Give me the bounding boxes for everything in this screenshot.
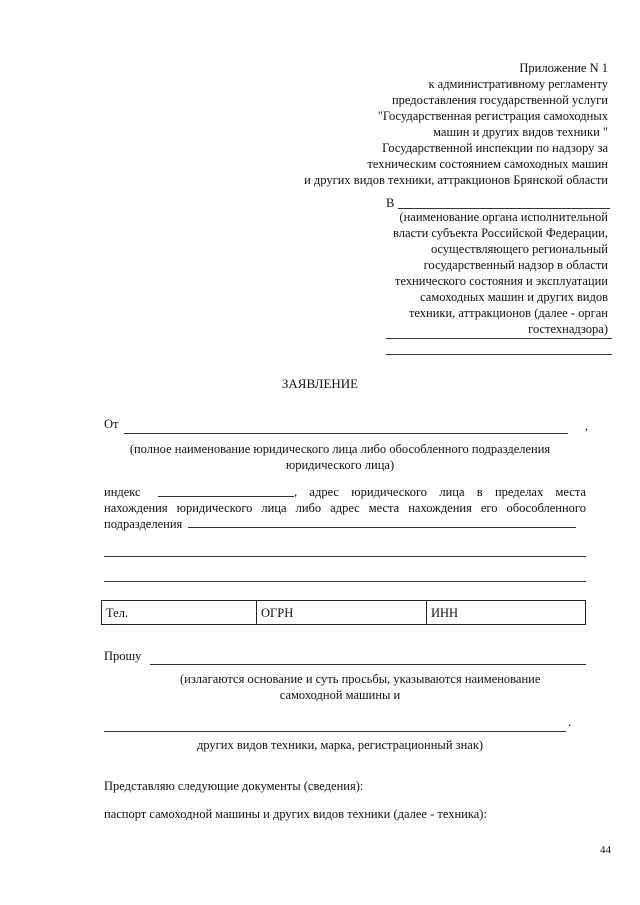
addressee-caption-line: гостехнадзора): [528, 322, 608, 336]
request-period: .: [568, 715, 572, 729]
addressee-caption-line: техники, аттракционов (далее - орган: [408, 306, 608, 320]
addressee-caption-line: технического состояния и эксплуатации: [395, 274, 608, 288]
address-field[interactable]: [104, 556, 586, 557]
phone-label: Тел.: [106, 606, 129, 620]
header-line: "Государственная регистрация самоходных: [377, 109, 608, 123]
ogrn-label: ОГРН: [261, 606, 294, 620]
request-caption-line: других видов техники, марка, регистрационный знак): [196, 738, 484, 752]
ogrn-cell[interactable]: [256, 600, 427, 625]
address-field[interactable]: [188, 527, 576, 528]
request-field[interactable]: [104, 731, 566, 732]
index-field[interactable]: [158, 496, 294, 497]
addressee-prefix: В: [386, 196, 395, 210]
request-label: Прошу: [104, 649, 142, 663]
addressee-caption-line: осуществляющего региональный: [430, 242, 608, 256]
documents-intro: Представляю следующие документы (сведения):: [104, 779, 364, 793]
header-line: техническим состоянием самоходных машин: [367, 157, 608, 171]
from-label: От: [104, 417, 119, 431]
from-caption-line: (полное наименование юридического лица либо обособленного подразделения: [129, 442, 551, 456]
addressee-caption-line: власти субъекта Российской Федерации,: [393, 226, 608, 240]
phone-cell[interactable]: [101, 600, 257, 625]
addressee-caption-line: самоходных машин и других видов: [420, 290, 608, 304]
from-comma: ,: [585, 419, 589, 433]
request-caption-line: (излагаются основание и суть просьбы, указываются наименование: [180, 672, 541, 686]
address-line: , адрес юридического лица в пределах места: [294, 485, 586, 499]
address-field[interactable]: [104, 581, 586, 582]
header-line: машин и других видов техники ": [433, 125, 608, 139]
header-line: к административному регламенту: [428, 77, 608, 91]
inn-label: ИНН: [431, 606, 459, 620]
page-title: ЗАЯВЛЕНИЕ: [281, 376, 359, 391]
address-line: нахождения юридического лица либо адрес места нахождения его обособленного: [104, 501, 586, 515]
from-caption-line: юридического лица): [285, 458, 395, 472]
inn-cell[interactable]: [426, 600, 586, 625]
address-line: подразделения: [104, 517, 183, 531]
addressee-caption-line: государственный надзор в области: [423, 258, 608, 272]
header-line: предоставления государственной услуги: [391, 93, 608, 107]
header-line: Приложение N 1: [519, 61, 608, 75]
page-number: 44: [600, 844, 611, 856]
addressee-extra-field[interactable]: [386, 338, 612, 339]
header-line: и других видов техники, аттракционов Брянской области: [304, 173, 608, 187]
applicant-name-field[interactable]: [124, 433, 568, 434]
documents-item: паспорт самоходной машины и других видов техники (далее - техника):: [104, 807, 487, 821]
request-caption-line: самоходной машины и: [279, 688, 401, 702]
index-label: индекс: [104, 485, 141, 499]
request-field[interactable]: [150, 664, 586, 665]
addressee-extra-field[interactable]: [386, 354, 612, 355]
addressee-caption-line: (наименование органа исполнительной: [399, 210, 608, 224]
header-line: Государственной инспекции по надзору за: [382, 141, 608, 155]
